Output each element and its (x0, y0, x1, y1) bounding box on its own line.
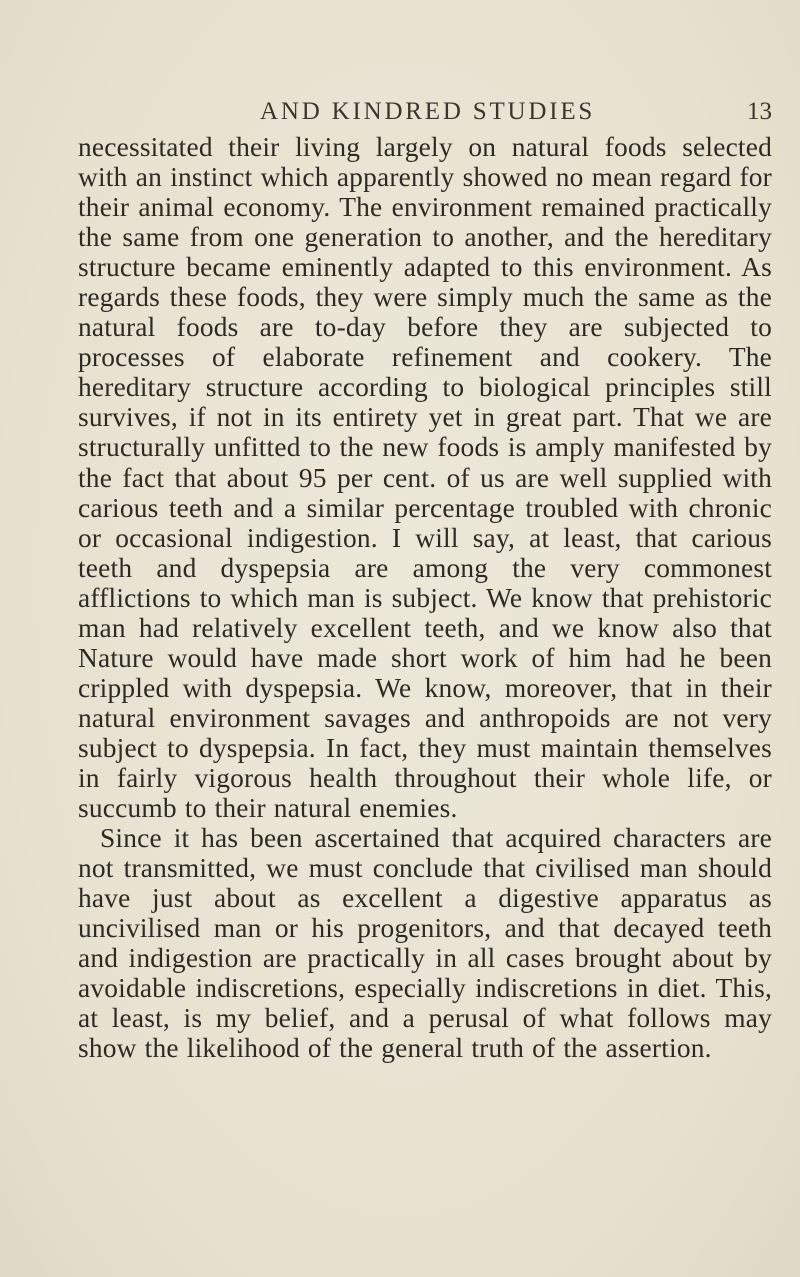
page-number: 13 (747, 98, 772, 125)
running-head (100, 98, 772, 128)
body-text (78, 132, 772, 1063)
running-title: AND KINDRED STUDIES (260, 98, 596, 125)
paragraph: Since it has been ascertained that acquired characters are not transmitted, we must conclude that civilised man should have just about as excellent a digestive apparatus as uncivilised man or his progenitors, and that decayed teeth and indigestion are practically in all cases brought about by avoidable indiscretions, especially indiscretions in diet. This, at least, is my belief, and a perusal of what follows may show the likelihood of the general truth of the assertion. (78, 823, 772, 1064)
paragraph: necessitated their living largely on natural foods selected with an instinct which apparently showed no mean regard for their animal economy. The environment remained practically the same from one generation to another, and the hereditary structure became eminently adapted to this environment. As regards these foods, they were simply much the same as the natural foods are to-day before they are subjected to processes of elaborate refinement and cookery. The hereditary structure according to biological principles still survives, if not in its entirety yet in great part. That we are structurally unfitted to the new foods is amply manifested by the fact that about 95 per cent. of us are well supplied with carious teeth and a similar percentage troubled with chronic or occasional indigestion. I will say, at least, that carious teeth and dyspepsia are among the very commonest afflictions to which man is subject. We know that prehistoric man had relatively excellent teeth, and we know also that Nature would have made short work of him had he been crippled with dyspepsia. We know, moreover, that in their natural environment savages and anthropoids are not very subject to dyspepsia. In fact, they must maintain themselves in fairly vigorous health throughout their whole life, or succumb to their natural enemies. (78, 132, 772, 824)
